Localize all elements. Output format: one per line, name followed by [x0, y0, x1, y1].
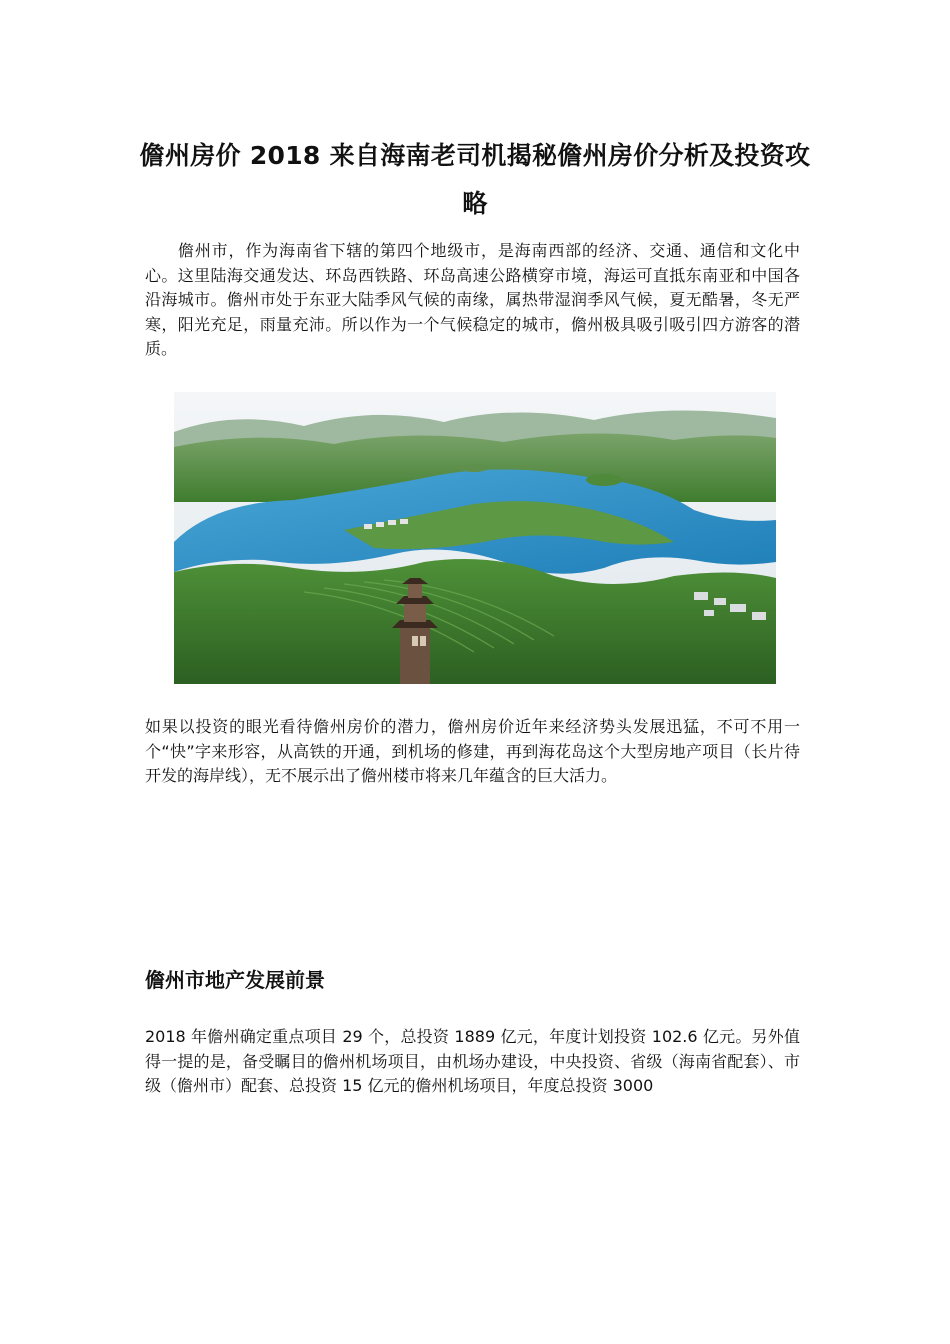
aerial-lake-photo — [174, 392, 776, 684]
investment-paragraph: 如果以投资的眼光看待儋州房价的潜力，儋州房价近年来经济势头发展迅猛，不可不用一个“快”字来形容，从高铁的开通，到机场的修建，再到海花岛这个大型房地产项目（长片待开发的海岸线），无不展示出了儋州楼市将来几年蕴含的巨大活力。 — [145, 717, 800, 785]
section-heading: 儋州市地产发展前景 — [145, 968, 325, 992]
projects-paragraph: 2018 年儋州确定重点项目 29 个，总投资 1889 亿元，年度计划投资 102.6 亿元。另外值得一提的是，备受瞩目的儋州机场项目，由机场办建设，中央投资、省级（海南省配套）、市级（儋州市）配套、总投资 15 亿元的儋州机场项目，年度总投资 3000 — [145, 1027, 800, 1095]
intro-paragraph: 儋州市，作为海南省下辖的第四个地级市，是海南西部的经济、交通、通信和文化中心。这里陆海交通发达、环岛西铁路、环岛高速公路横穿市境，海运可直抵东南亚和中国各沿海城市。儋州市处于东亚大陆季风气候的南缘，属热带湿润季风气候，夏无酷暑，冬无严寒，阳光充足，雨量充沛。所以作为一个气候稳定的城市，儋州极具吸引吸引四方游客的潜质。 — [145, 241, 800, 358]
document-title: 儋州房价 2018 来自海南老司机揭秘儋州房价分析及投资攻略 — [139, 141, 811, 218]
